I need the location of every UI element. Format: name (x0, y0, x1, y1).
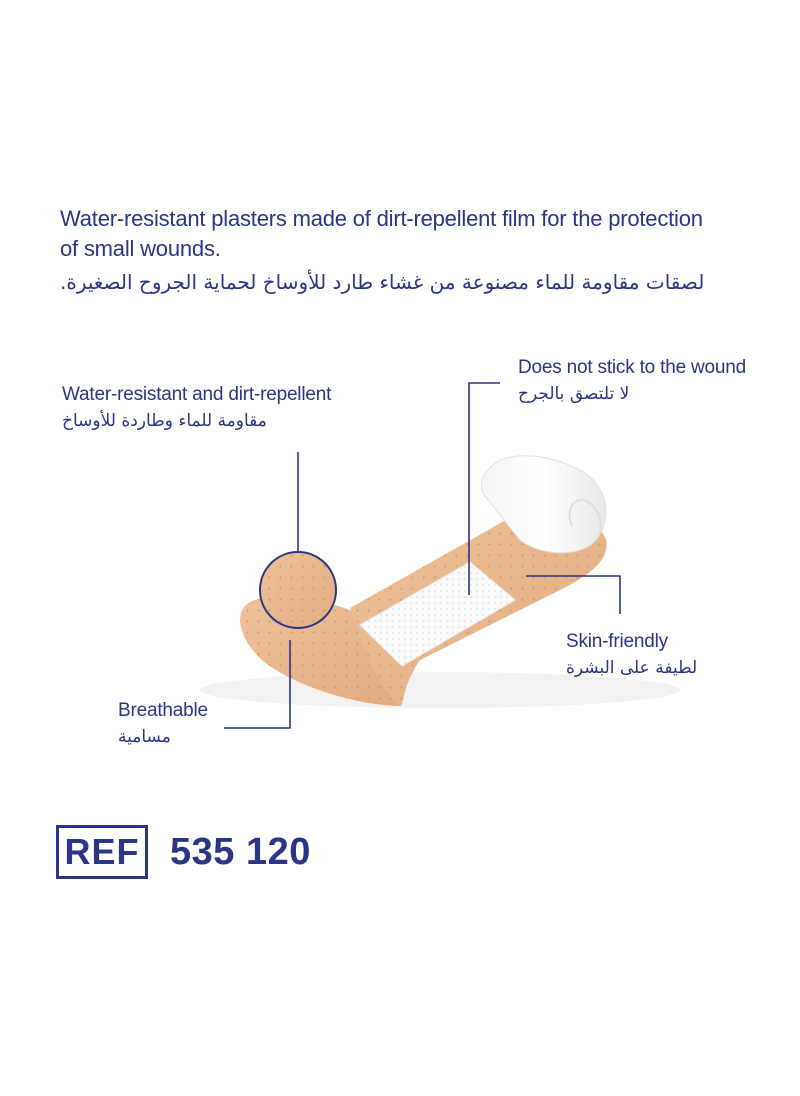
feature-skin-friendly-ar: لطيفة على البشرة (566, 658, 698, 678)
feature-water-resistant-ar: مقاومة للماء وطاردة للأوساخ (62, 411, 267, 431)
ref-number: 535 120 (170, 830, 311, 873)
feature-no-stick (518, 355, 746, 407)
ref-label: REF (56, 825, 148, 879)
feature-no-stick-ar: لا تلتصق بالجرح (518, 384, 630, 404)
feature-no-stick-en: Does not stick to the wound (518, 357, 747, 378)
feature-water-resistant-en: Water-resistant and dirt-repellent (62, 384, 332, 405)
feature-breathable-en: Breathable (118, 700, 208, 721)
intro-arabic: لصقات مقاومة للماء مصنوعة من غشاء طارد للأوساخ لحماية الجروح الصغيرة. (60, 270, 705, 294)
reference-block (56, 825, 311, 879)
feature-skin-friendly-en: Skin-friendly (566, 631, 668, 652)
intro-line-1: Water-resistant plasters made of dirt-repellent film for the protection (60, 206, 703, 231)
feature-breathable-ar: مسامية (118, 727, 171, 747)
feature-breathable (118, 698, 208, 750)
intro-line-2: of small wounds. (60, 236, 221, 261)
feature-water-resistant (62, 382, 331, 434)
feature-skin-friendly (566, 629, 697, 681)
